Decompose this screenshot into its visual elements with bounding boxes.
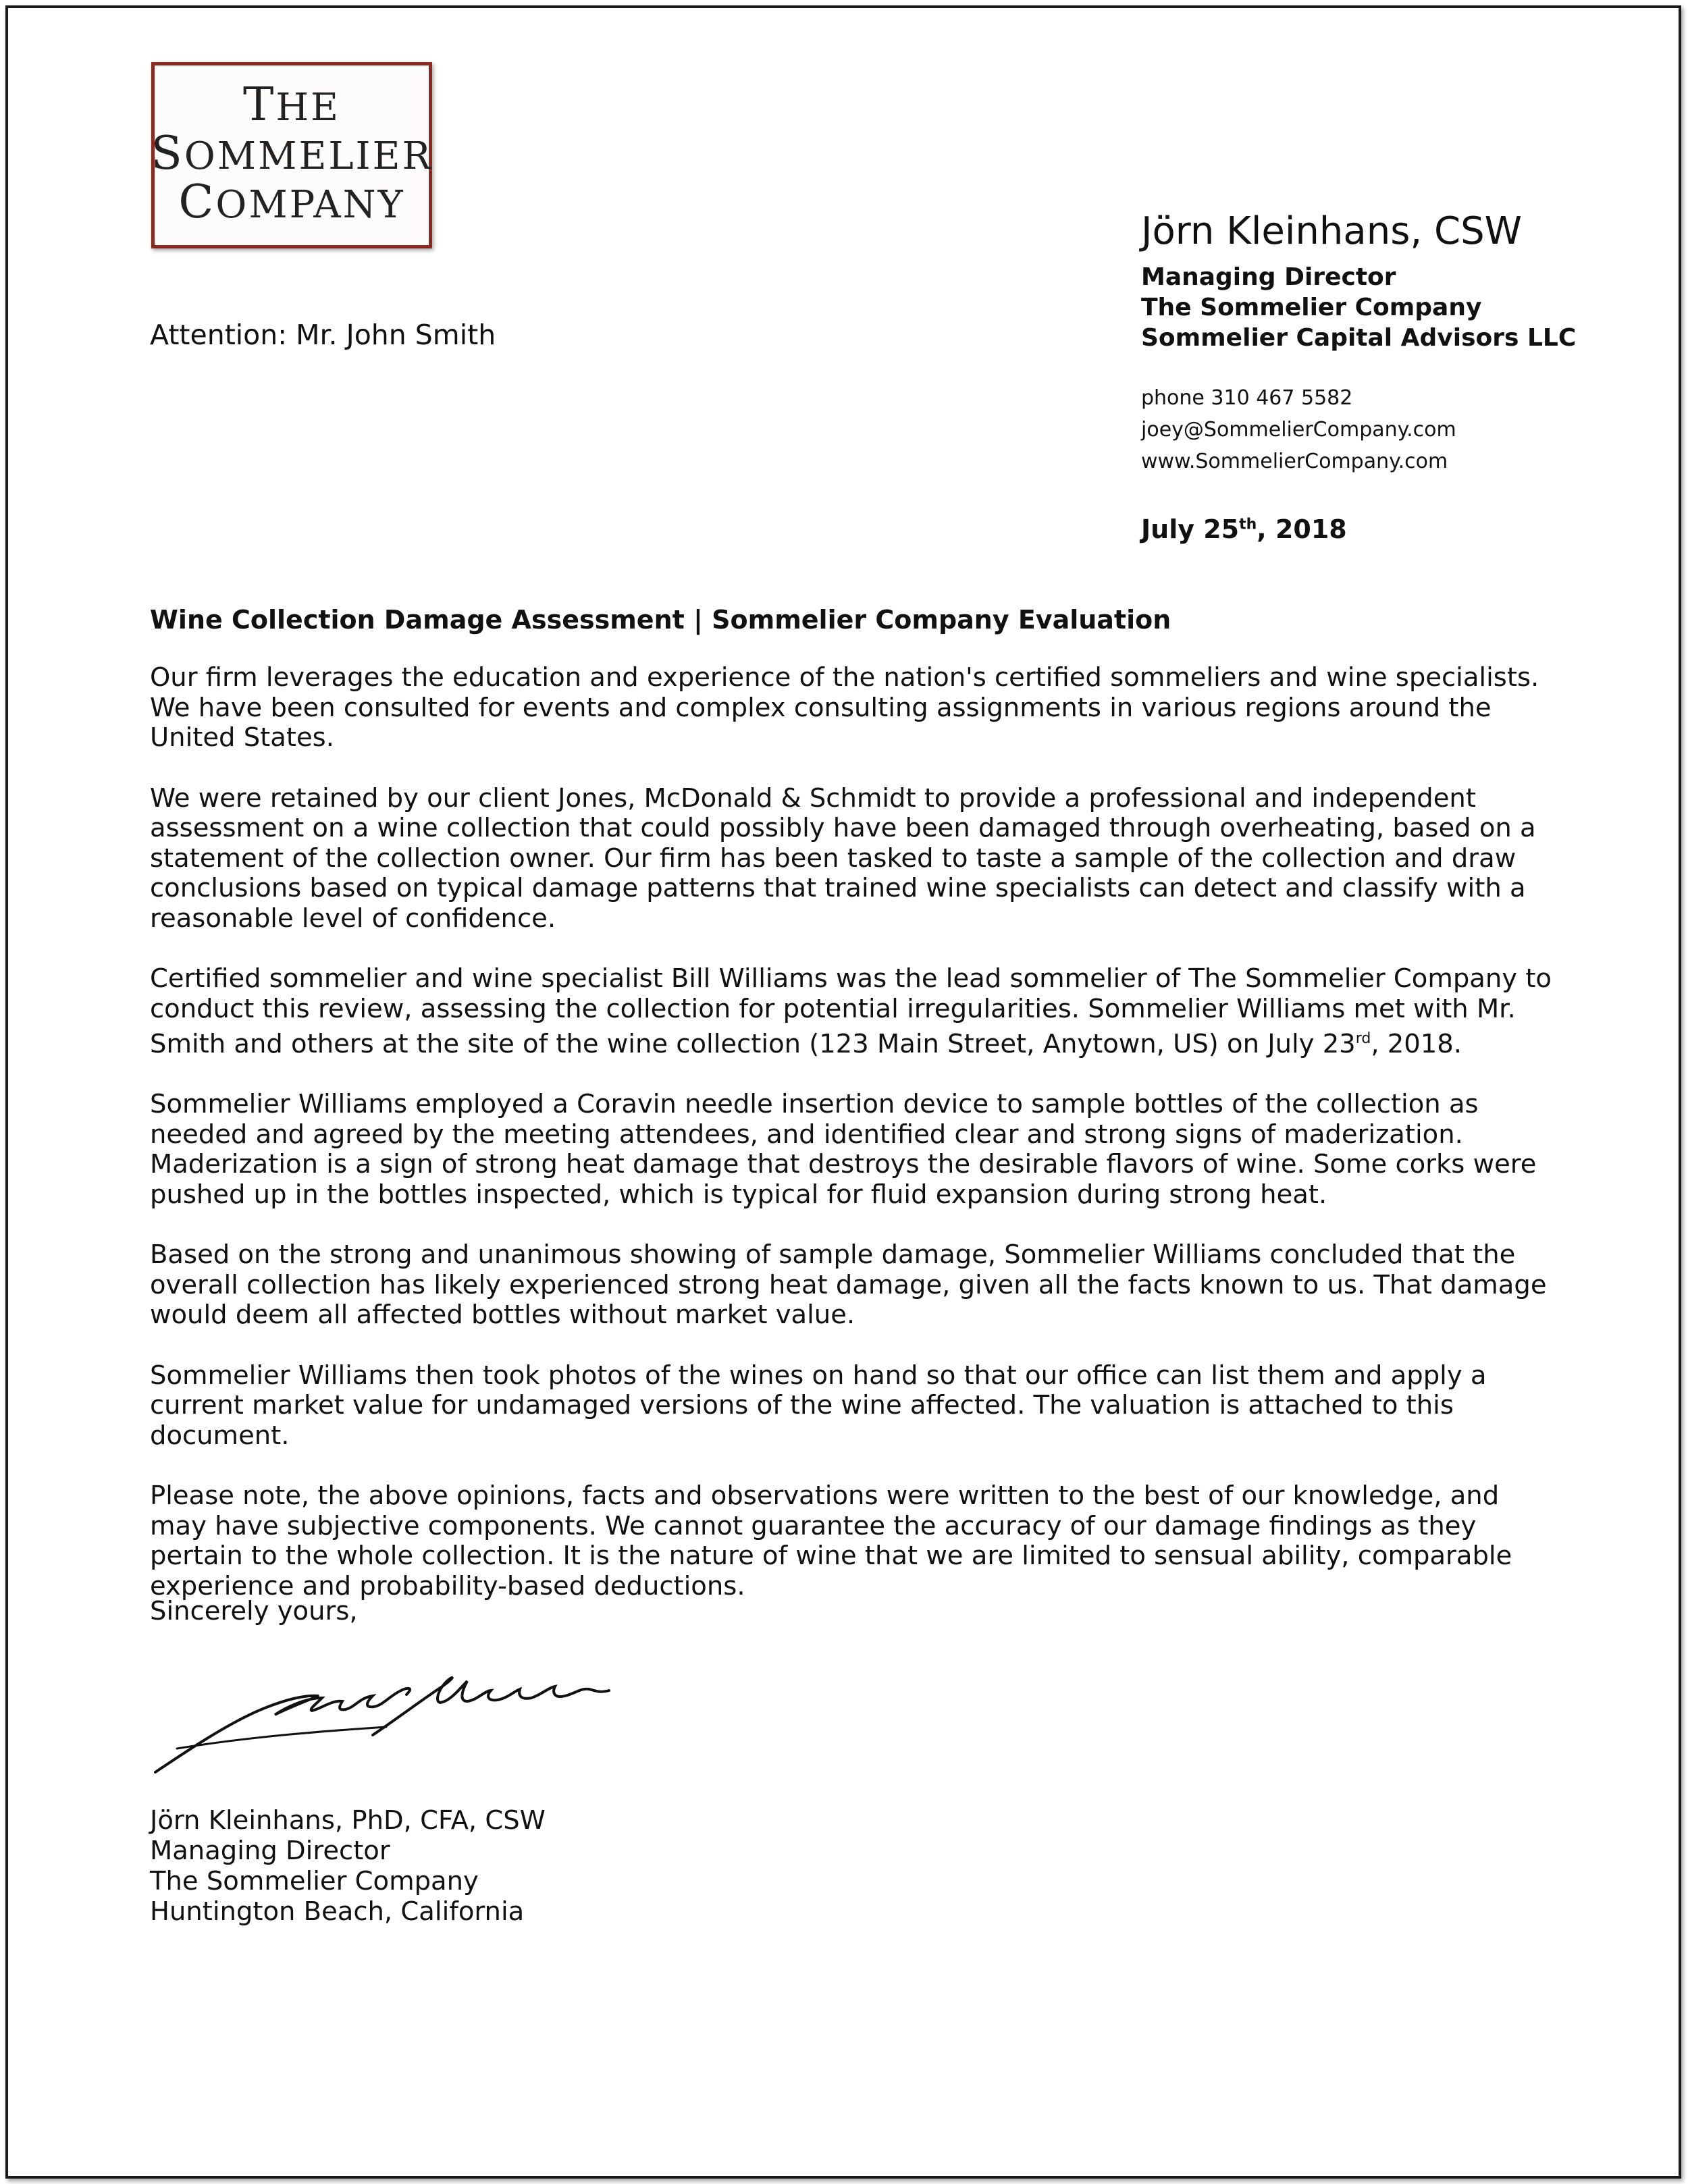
paragraph-4: Sommelier Williams employed a Coravin needle insertion device to sample bottles of the collection as needed and agreed by the meeting attendees, and identified clear and strong signs of maderization. Maderization is a sign of strong heat damage that destroys the desirable flavors of wine. Some corks were pushed up in the bottles inspected, which is typical for fluid expansion during strong heat. <box>150 1089 1537 1210</box>
contact-phone: phone 310 467 5582 <box>1141 386 1353 410</box>
closing-salutation: Sincerely yours, <box>150 1596 358 1626</box>
sender-company-2: Sommelier Capital Advisors LLC <box>1141 324 1577 352</box>
contact-email: joey@SommelierCompany.com <box>1141 418 1456 442</box>
signer-title: Managing Director <box>150 1836 390 1866</box>
handwritten-signature <box>150 1661 636 1776</box>
contact-website: www.SommelierCompany.com <box>1141 450 1448 473</box>
paragraph-3-end: , 2018. <box>1371 1028 1462 1059</box>
sender-title: Managing Director <box>1141 263 1396 291</box>
contact-info <box>1141 382 1456 477</box>
letter-date <box>1141 514 1347 544</box>
company-logo <box>151 62 432 248</box>
paragraph-3-sup: rd <box>1355 1030 1371 1047</box>
paragraph-3-text: Certified sommelier and wine specialist Bill Williams was the lead sommelier of The Sommelier Company to conduct this review, assessing the collection for potential irregularities. Sommelier Williams met with Mr. Smith and others at the site of the wine collection (123 Main Street, Anytown, US) on July 23 <box>150 963 1552 1059</box>
signer-name: Jörn Kleinhans, PhD, CFA, CSW <box>150 1805 546 1836</box>
date-year: , 2018 <box>1257 514 1347 544</box>
paragraph-1: Our firm leverages the education and experience of the nation's certified sommeliers and wine specialists. We have been consulted for events and complex consulting assignments in various regions around the United States. <box>150 662 1539 753</box>
logo-line-2: SOMMELIER <box>151 127 433 180</box>
paragraph-2: We were retained by our client Jones, McDonald & Schmidt to provide a professional and independent assessment on a wine collection that could possibly have been damaged through overheating, based on a statement of the collection owner. Our firm has been tasked to taste a sample of the collection and draw conclusions based on typical damage patterns that trained wine specialists can detect and classify with a reasonable level of confidence. <box>150 782 1536 934</box>
attention-line: Attention: Mr. John Smith <box>150 319 496 351</box>
signer-company: The Sommelier Company <box>150 1866 479 1896</box>
letter-body <box>150 663 1554 1632</box>
signature-block <box>150 1805 546 1927</box>
paragraph-5: Based on the strong and unanimous showing of sample damage, Sommelier Williams concluded that the overall collection has likely experienced strong heat damage, given all the facts known to us. That damage would deem all affected bottles without market value. <box>150 1240 1547 1331</box>
paragraph-7: Please note, the above opinions, facts and observations were written to the best of our knowledge, and may have subjective components. We cannot guarantee the accuracy of our damage findings as they pertain to the whole collection. It is the nature of wine that we are limited to sensual ability, comparable experience and probability-based deductions. <box>150 1481 1512 1601</box>
sender-details <box>1141 262 1576 353</box>
sender-name: Jörn Kleinhans, CSW <box>1141 209 1522 253</box>
signer-location: Huntington Beach, California <box>150 1896 525 1927</box>
date-suffix-sup: th <box>1239 516 1257 533</box>
date-prefix: July 25 <box>1141 514 1240 544</box>
paragraph-6: Sommelier Williams then took photos of the wines on hand so that our office can list them and apply a current market value for undamaged versions of the wine affected. The valuation is attached to this document. <box>150 1360 1487 1451</box>
sender-company: The Sommelier Company <box>1141 294 1482 321</box>
subject-line: Wine Collection Damage Assessment | Sommelier Company Evaluation <box>150 605 1171 635</box>
logo-line-1: THE <box>242 78 341 132</box>
paragraph-3 <box>150 964 1554 1059</box>
logo-line-3: COMPANY <box>178 176 405 229</box>
